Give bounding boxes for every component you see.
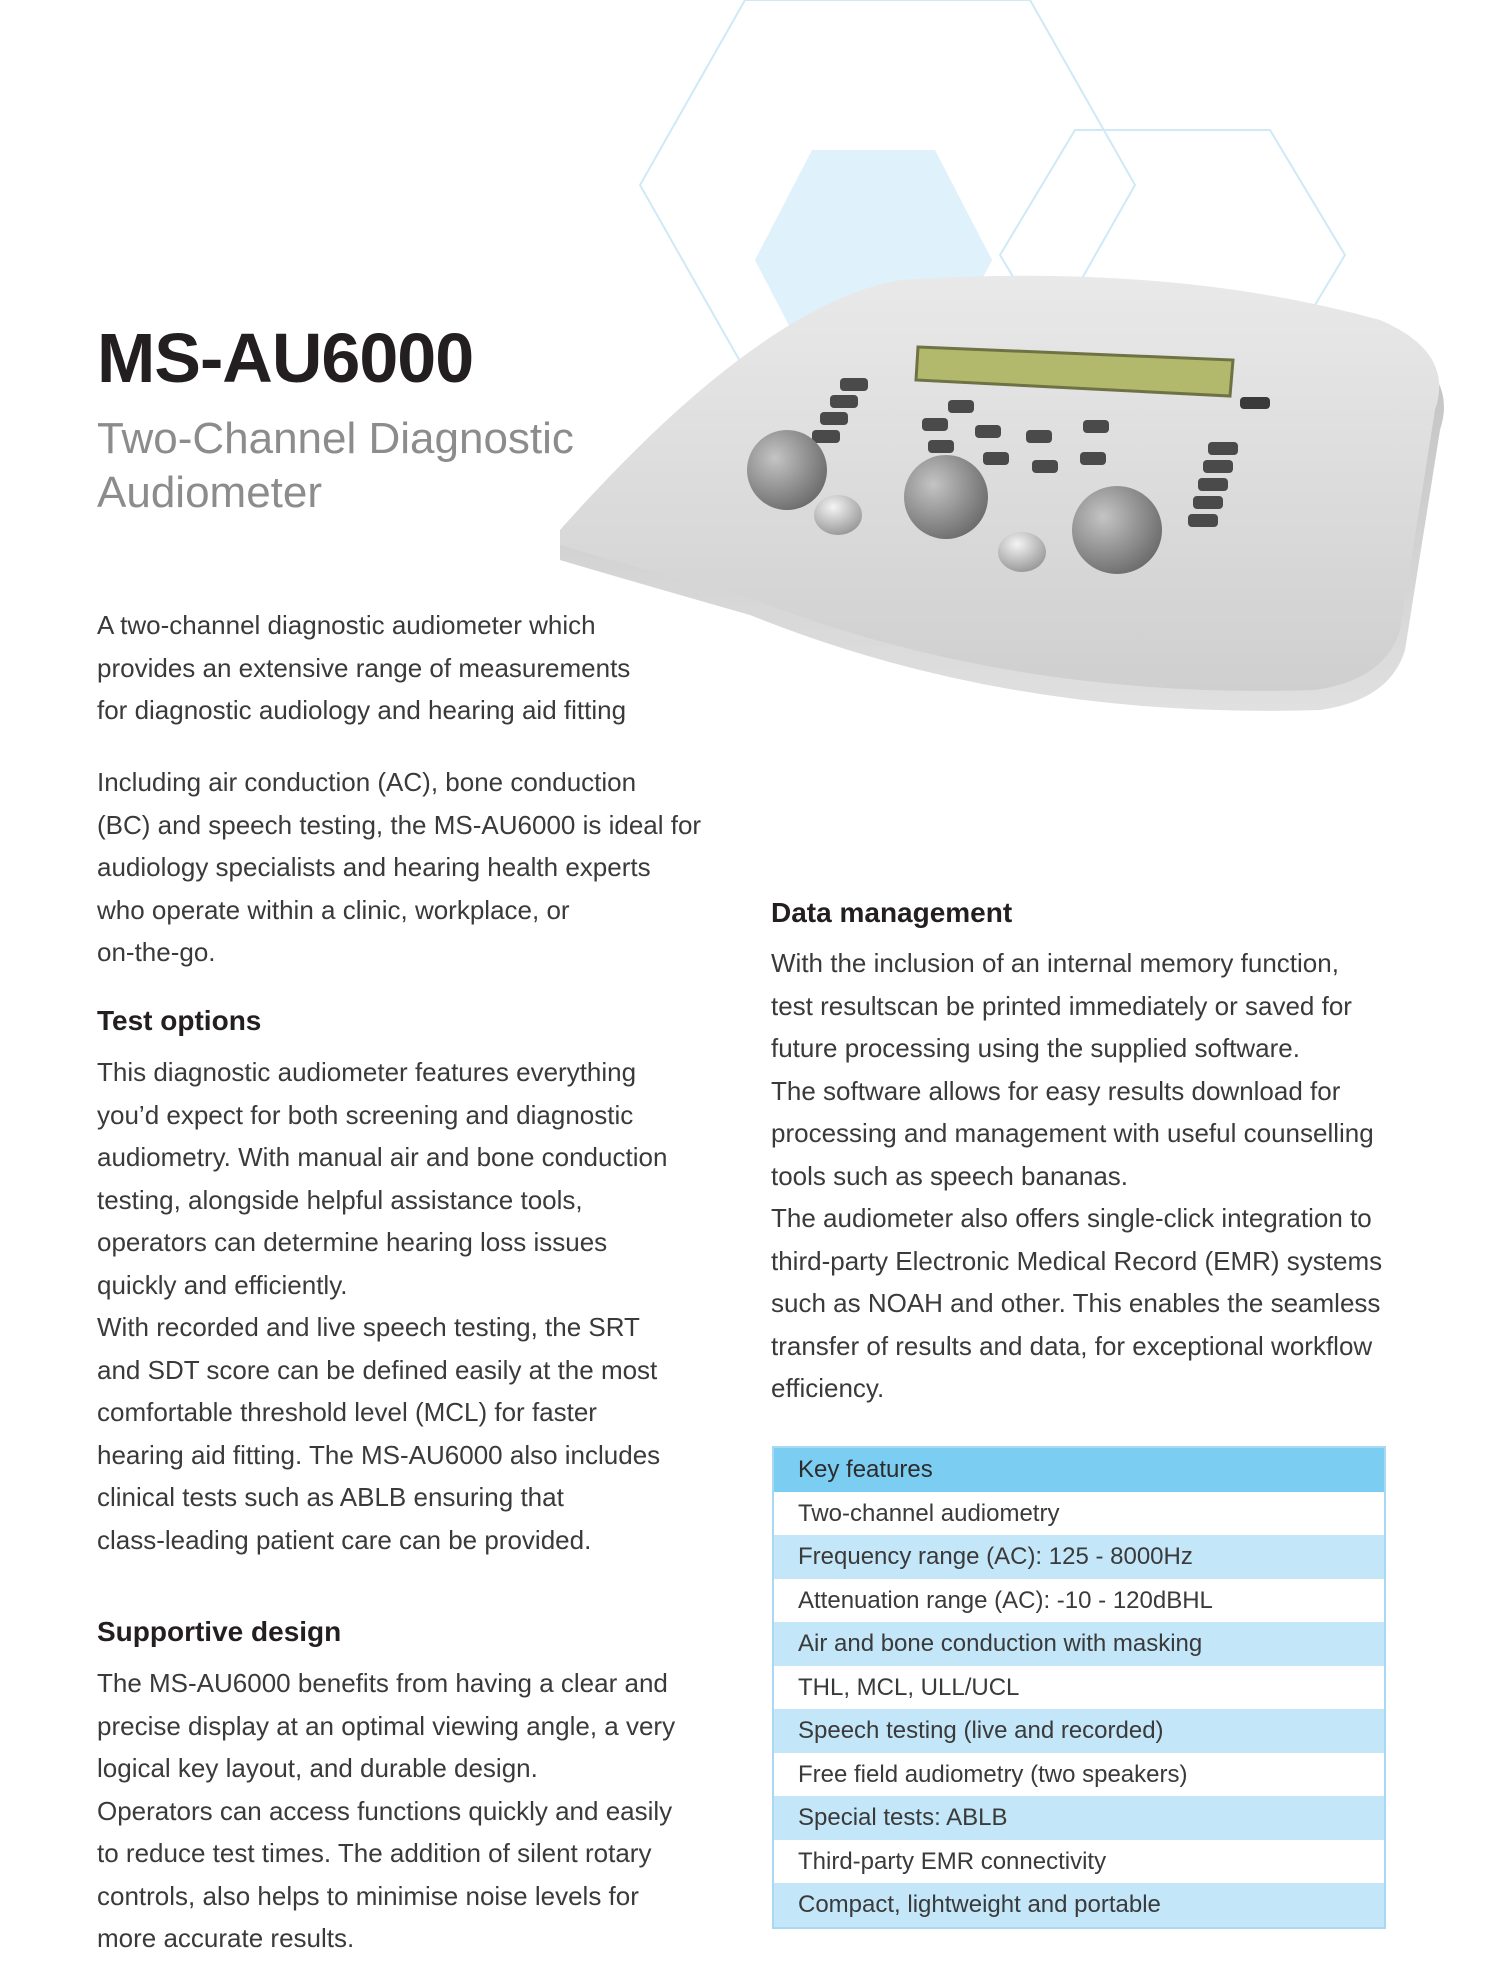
- text-line: This diagnostic audiometer features everything: [97, 1057, 637, 1087]
- text-line: third-party Electronic Medical Record (EMR) systems: [771, 1245, 1383, 1276]
- text-line: The audiometer also offers single-click integration to: [771, 1203, 1372, 1233]
- intro-paragraph-1: [97, 604, 737, 732]
- product-subtitle: [97, 412, 617, 520]
- text-line: on-the-go.: [97, 937, 216, 967]
- test-options-body: [97, 1051, 737, 1561]
- text-line: With the inclusion of an internal memory function,: [771, 948, 1339, 978]
- text-line: transfer of results and data, for exceptional workflow: [771, 1330, 1373, 1361]
- text-line: testing, alongside helpful assistance tools,: [97, 1184, 583, 1215]
- text-line: and SDT score can be defined easily at the most: [97, 1354, 658, 1385]
- subtitle-line: Audiometer: [97, 468, 323, 517]
- text-line: Operators can access functions quickly and easily: [97, 1795, 673, 1826]
- key-features-table: [772, 1446, 1386, 1929]
- text-line: more accurate results.: [97, 1923, 355, 1953]
- text-line: (BC) and speech testing, the MS-AU6000 is ideal for: [97, 809, 702, 840]
- feature-row: Two-channel audiometry: [774, 1492, 1384, 1536]
- feature-row: Compact, lightweight and portable: [774, 1883, 1384, 1927]
- text-line: audiology specialists and hearing health experts: [97, 852, 651, 882]
- data-management-heading: Data management: [771, 897, 1013, 928]
- text-line: Including air conduction (AC), bone conduction: [97, 767, 637, 797]
- text-line: tools such as speech bananas.: [771, 1160, 1129, 1191]
- subtitle-line: Two-Channel Diagnostic: [97, 414, 574, 463]
- text-line: test resultscan be printed immediately or saved for: [771, 990, 1352, 1021]
- text-line: logical key layout, and durable design.: [97, 1753, 538, 1783]
- text-line: class-leading patient care can be provided.: [97, 1524, 592, 1555]
- text-line: A two-channel diagnostic audiometer which: [97, 610, 596, 640]
- text-line: With recorded and live speech testing, the SRT: [97, 1312, 640, 1342]
- key-features-header: Key features: [774, 1448, 1384, 1492]
- text-line: controls, also helps to minimise noise levels for: [97, 1880, 639, 1911]
- text-line: quickly and efficiently.: [97, 1269, 348, 1300]
- feature-row: Frequency range (AC): 125 - 8000Hz: [774, 1535, 1384, 1579]
- text-line: The software allows for easy results download for: [771, 1075, 1341, 1106]
- text-line: future processing using the supplied software.: [771, 1033, 1300, 1063]
- text-line: hearing aid fitting. The MS-AU6000 also includes: [97, 1439, 661, 1470]
- product-title: MS-AU6000: [97, 319, 474, 397]
- feature-row: THL, MCL, ULL/UCL: [774, 1666, 1384, 1710]
- text-line: precise display at an optimal viewing angle, a very: [97, 1710, 676, 1741]
- feature-row: Special tests: ABLB: [774, 1796, 1384, 1840]
- data-management-body: [771, 942, 1451, 1410]
- text-line: who operate within a clinic, workplace, or: [97, 894, 570, 925]
- supportive-design-body: [97, 1662, 737, 1960]
- feature-row: Third-party EMR connectivity: [774, 1840, 1384, 1884]
- text-line: processing and management with useful counselling: [771, 1118, 1374, 1148]
- supportive-design-heading: Supportive design: [97, 1616, 342, 1647]
- feature-row: Air and bone conduction with masking: [774, 1622, 1384, 1666]
- test-options-heading: Test options: [97, 1005, 262, 1036]
- feature-row: Speech testing (live and recorded): [774, 1709, 1384, 1753]
- text-line: clinical tests such as ABLB ensuring that: [97, 1482, 564, 1512]
- text-line: The MS-AU6000 benefits from having a clear and: [97, 1668, 668, 1698]
- text-line: comfortable threshold level (MCL) for faster: [97, 1397, 597, 1427]
- text-line: operators can determine hearing loss issues: [97, 1227, 608, 1257]
- text-line: such as NOAH and other. This enables the seamless: [771, 1288, 1381, 1318]
- feature-row: Free field audiometry (two speakers): [774, 1753, 1384, 1797]
- text-line: provides an extensive range of measurements: [97, 652, 631, 683]
- text-line: for diagnostic audiology and hearing aid fitting: [97, 695, 627, 725]
- feature-row: Attenuation range (AC): -10 - 120dBHL: [774, 1579, 1384, 1623]
- text-line: efficiency.: [771, 1373, 885, 1403]
- text-line: audiometry. With manual air and bone conduction: [97, 1142, 668, 1172]
- text-line: to reduce test times. The addition of silent rotary: [97, 1838, 652, 1868]
- intro-paragraph-2: [97, 761, 737, 974]
- text-line: you’d expect for both screening and diagnostic: [97, 1099, 634, 1130]
